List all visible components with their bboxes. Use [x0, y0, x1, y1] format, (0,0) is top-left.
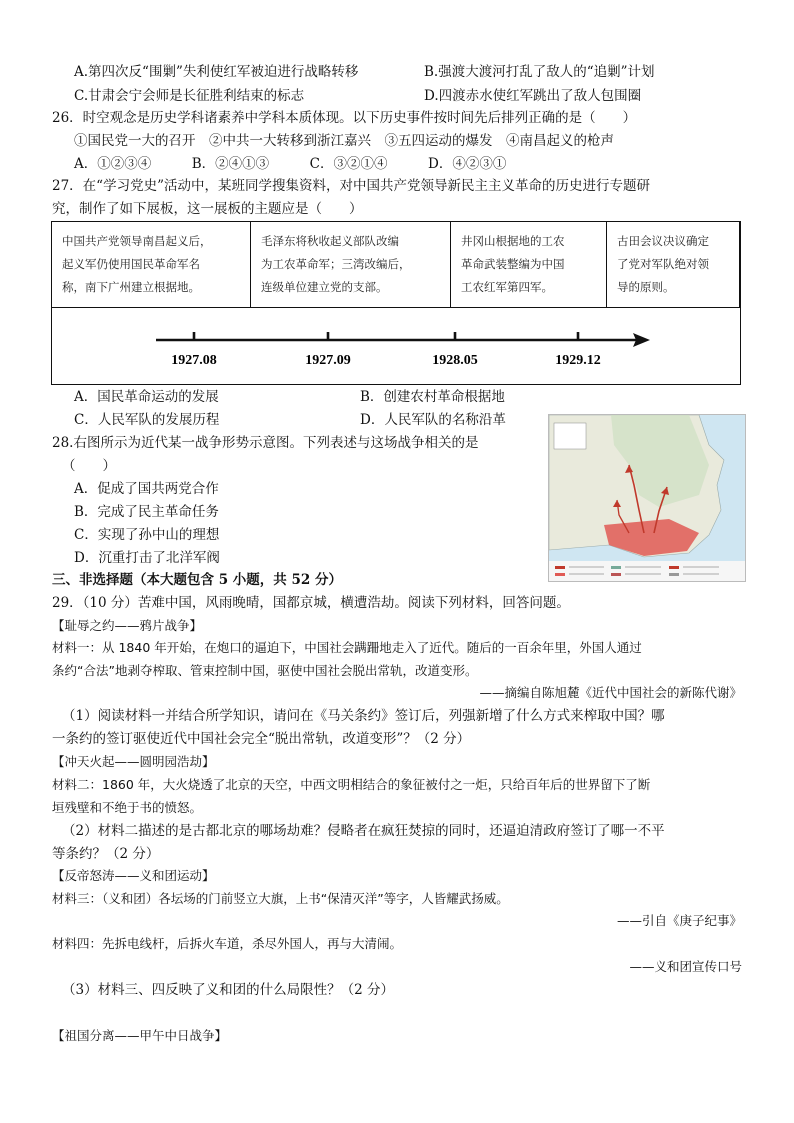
map-inset: [554, 423, 586, 449]
q27-option-a: A．国民革命运动的发展: [74, 389, 219, 405]
board-cell-3: [451, 222, 607, 307]
q28-stem-line1: 28.右图所示为近代某一战争形势示意图。下列表述与这场战争相关的是: [52, 435, 479, 451]
q29-heading-4: 【祖国分离——甲午中日战争】: [52, 1028, 228, 1043]
map-figure: [549, 415, 745, 581]
exhibit-board: [51, 221, 741, 385]
timeline-date: 1929.12: [555, 353, 601, 368]
q28-stem-line2: （ ）: [62, 458, 116, 474]
q29-material-3-source: ——引自《庚子纪事》: [616, 913, 742, 928]
legend-swatch: [555, 573, 565, 576]
board-cell-text: 连级单位建立党的支部。: [261, 280, 388, 294]
q29-material-4: 材料四：先拆电线杆，后拆火车道，杀尽外国人，再与大清闹。: [52, 936, 403, 951]
board-cell-text: 了党对军队绝对领: [617, 257, 709, 271]
q29-heading-3: 【反帝怒涛——义和团运动】: [52, 868, 215, 883]
q28-option-c: C．实现了孙中山的理想: [74, 527, 220, 543]
q29-material-2-line1: 材料二：1860 年，大火烧透了北京的天空，中西文明相结合的象征被付之一炬，只给百年后的世界留下了断: [52, 777, 651, 792]
q25-option-d: D.四渡赤水使红军跳出了敌人包围圈: [424, 88, 642, 104]
q29-material-4-source: ——义和团宣传口号: [629, 959, 742, 974]
timeline-date: 1927.09: [305, 353, 351, 368]
q25-option-a: A.第四次反“围剿”失利使红军被迫进行战略转移: [74, 64, 359, 80]
q28-option-b: B．完成了民主革命任务: [74, 504, 219, 520]
q29-intro: 29．（10 分）苦难中国，风雨晚晴，国都京城，横遭浩劫。阅读下列材料，回答问题。: [52, 595, 570, 611]
q29-heading-2: 【冲天火起——圆明园浩劫】: [52, 754, 215, 769]
q29-question-1-line2: 一条约的签订驱使近代中国社会完全“脱出常轨，改道变形”？（2 分）: [52, 731, 471, 747]
q26-events: ①国民党一大的召开 ②中共一大转移到浙江嘉兴 ③五四运动的爆发 ④南昌起义的枪声: [74, 133, 614, 149]
q27-stem-line2: 究，制作了如下展板，这一展板的主题应是（ ）: [52, 201, 363, 217]
q29-heading-1: 【耻辱之约——鸦片战争】: [52, 618, 203, 633]
q29-question-1-line1: （1）阅读材料一并结合所学知识，请问在《马关条约》签订后，列强新增了什么方式来榨取中国？哪: [62, 708, 665, 724]
board-cell-text: 井冈山根据地的工农: [461, 234, 565, 248]
legend-swatch: [669, 566, 679, 569]
board-cell-text: 导的原则。: [617, 280, 675, 294]
q29-question-3: （3）材料三、四反映了义和团的什么局限性？（2 分）: [62, 982, 394, 998]
q29-question-2-line1: （2）材料二描述的是古都北京的哪场劫难？侵略者在疯狂焚掠的同时，还逼迫清政府签订了哪一不平: [62, 823, 665, 839]
q27-option-d: D．人民军队的名称沿革: [360, 412, 506, 428]
q25-option-b: B.强渡大渡河打乱了敌人的“追剿”计划: [424, 64, 655, 80]
board-cell-text: 中国共产党领导南昌起义后，: [62, 234, 212, 248]
legend-swatch: [611, 566, 621, 569]
timeline: [52, 308, 740, 384]
map-legend: [549, 561, 745, 581]
q29-material-1-source: ——摘编自陈旭麓《近代中国社会的新陈代谢》: [479, 685, 742, 700]
q29-material-1-line1: 材料一：从 1840 年开始，在炮口的逼迫下，中国社会蹒跚地走入了近代。随后的一百余年里，外国人通过: [52, 640, 642, 655]
timeline-date: 1927.08: [171, 353, 217, 368]
war-situation-map: [548, 414, 746, 582]
board-cell-1: [52, 222, 251, 307]
board-cell-text: 古田会议决议确定: [617, 234, 709, 248]
board-cell-2: [251, 222, 451, 307]
q25-option-c: C.甘肃会宁会师是长征胜利结束的标志: [74, 88, 305, 104]
board-cell-text: 革命武装整编为中国: [461, 257, 565, 271]
q29-material-2-line2: 垣残壁和不绝于书的愤怒。: [52, 800, 203, 815]
timeline-date: 1928.05: [432, 353, 478, 368]
board-cell-text: 称，南下广州建立根据地。: [62, 280, 200, 294]
q28-option-d: D．沉重打击了北洋军阀: [74, 550, 220, 566]
board-cell-text: 工农红军第四军。: [461, 280, 553, 294]
board-cell-text: 为工农革命军；三湾改编后，: [261, 257, 411, 271]
legend-swatch: [555, 566, 565, 569]
q29-material-3: 材料三：（义和团）各坛场的门前竖立大旗，上书“保清灭洋”等字，人皆耀武扬威。: [52, 891, 509, 906]
q27-option-b: B．创建农村革命根据地: [360, 389, 505, 405]
q26-options: A．①②③④ B．②④①③ C．③②①④ D．④②③①: [74, 156, 507, 172]
q27-option-c: C．人民军队的发展历程: [74, 412, 220, 428]
q26-stem: 26．时空观念是历史学科诸素养中学科本质体现。以下历史事件按时间先后排列正确的是（ ）: [52, 110, 637, 126]
legend-swatch: [669, 573, 679, 576]
q27-stem-line1: 27．在“学习党史”活动中，某班同学搜集资料，对中国共产党领导新民主主义革命的历史进行专题研: [52, 178, 650, 194]
legend-swatch: [611, 573, 621, 576]
q29-question-2-line2: 等条约？（2 分）: [52, 846, 160, 862]
section-title: 三、非选择题（本大题包含 5 小题，共 52 分）: [52, 572, 342, 588]
q29-material-1-line2: 条约“合法”地剥夺榨取、管束控制中国，驱使中国社会脱出常轨，改道变形。: [52, 663, 478, 678]
board-cell-text: 起义军仍使用国民革命军名: [62, 257, 200, 271]
board-cell-4: [607, 222, 740, 307]
q28-option-a: A．促成了国共两党合作: [74, 481, 219, 497]
board-cell-text: 毛泽东将秋收起义部队改编: [261, 234, 399, 248]
